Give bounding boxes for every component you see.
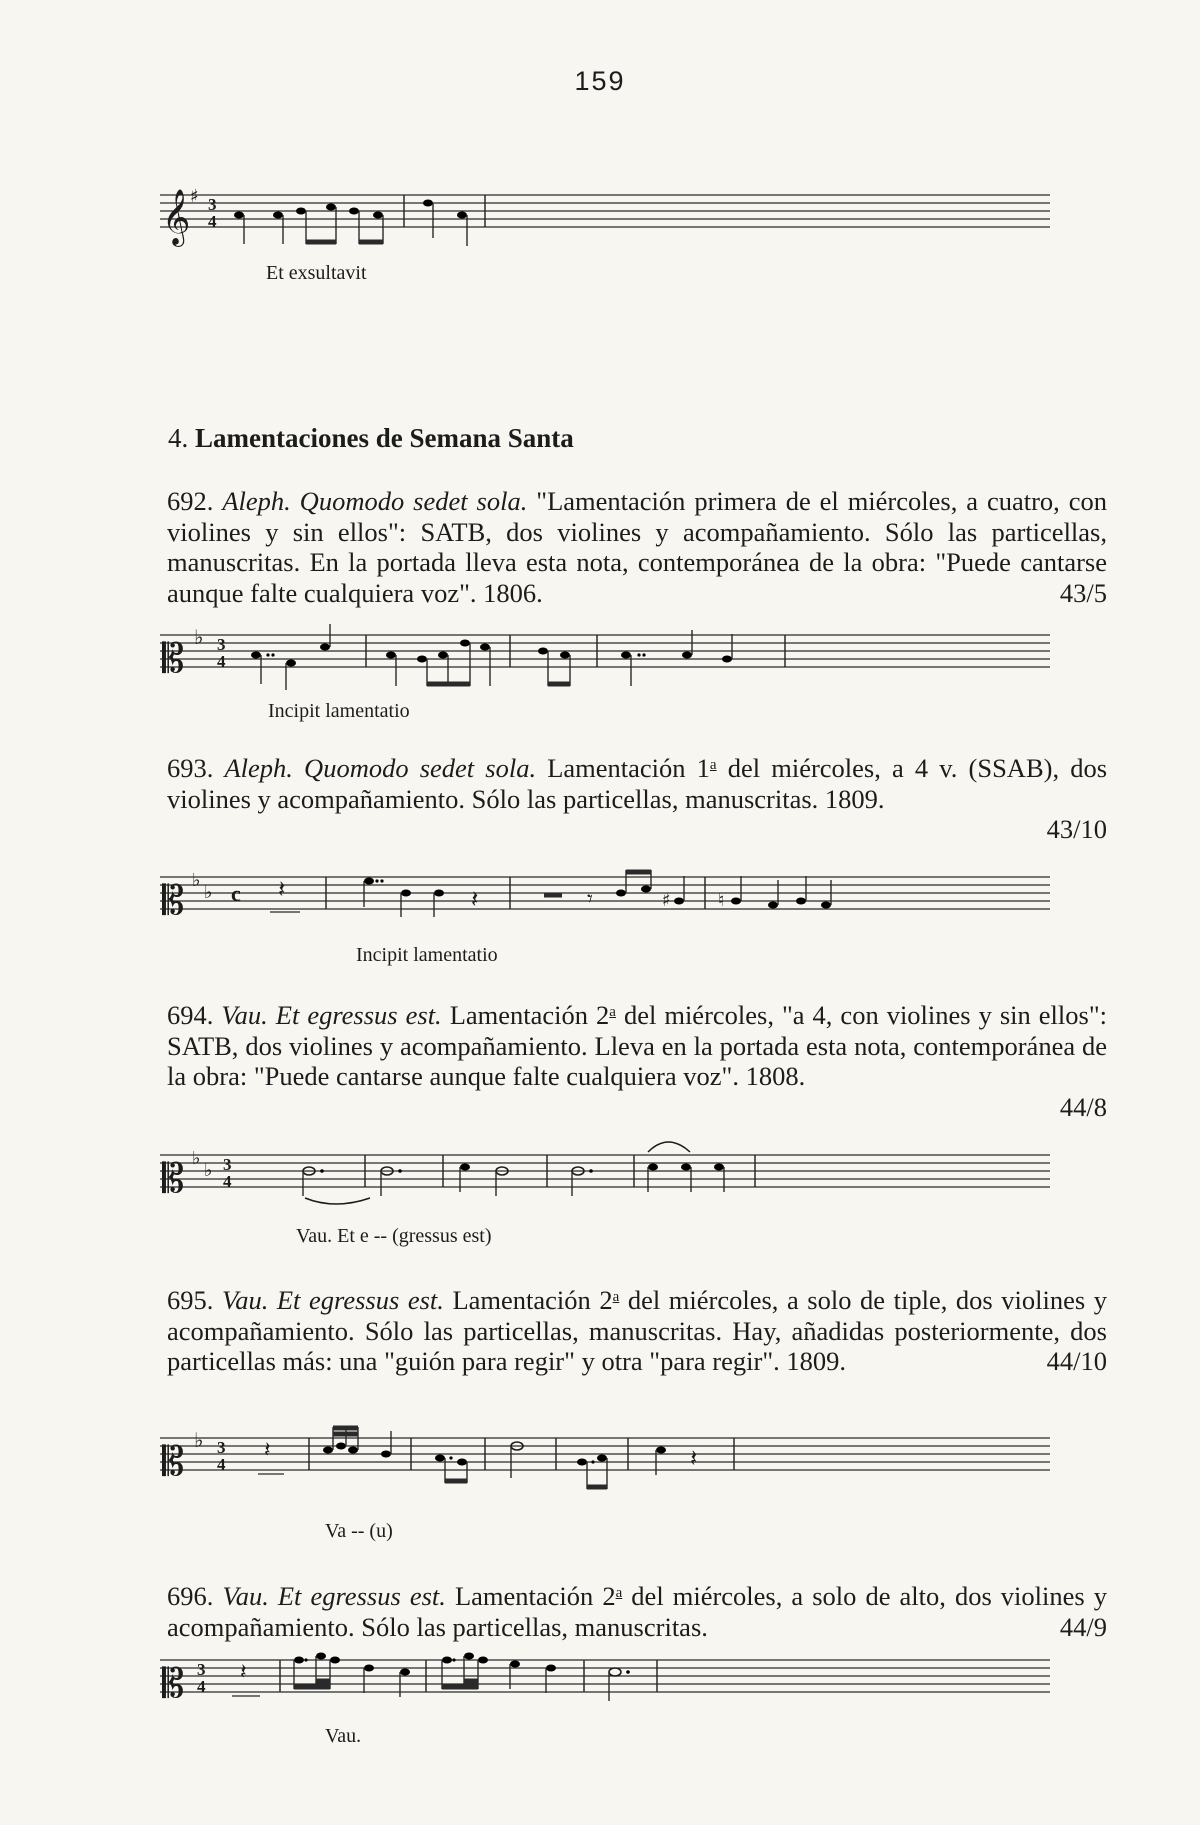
incipit-text: Et exsultavit [266, 262, 367, 284]
catalog-entry-696 [97, 1578, 1107, 1642]
sharp-icon: ♯ [662, 890, 671, 911]
entry-number: 694. [167, 1000, 214, 1030]
flat-icon: ♭ [192, 1148, 201, 1169]
entry-number: 692. [167, 486, 214, 516]
quarter-rest-icon: 𝄽 [240, 1660, 247, 1685]
incipit-text: Va -- (u) [325, 1520, 393, 1542]
alto-clef-icon: 𝄡 [162, 1156, 185, 1202]
time-signature-top: 3 [217, 1438, 226, 1457]
entry-superscript: a [615, 1585, 623, 1601]
staff-lines [160, 877, 1050, 909]
time-signature-bottom: 4 [223, 1172, 232, 1191]
entry-reference: 44/8 [1059, 1091, 1107, 1122]
entry-reference: 44/9 [1059, 1611, 1107, 1642]
entry-number: 695. [167, 1285, 214, 1315]
treble-clef-icon: 𝄞 [162, 189, 191, 245]
page-number: 159 [574, 66, 626, 96]
time-signature-top: 3 [208, 195, 217, 214]
alto-clef-icon: 𝄡 [162, 1439, 185, 1485]
staff-lines [160, 1155, 1050, 1187]
time-signature-bottom: 4 [217, 1455, 226, 1474]
flat-icon: ♭ [204, 882, 213, 903]
incipit-text: Vau. Et e -- (gressus est) [296, 1225, 492, 1247]
entry-body: "Lamentación primera de el miércoles, a cuatro, con violines y sin ellos": SATB, dos violines y acompañamiento. Sólo las particellas, manuscritas. En la portada lleva esta nota, contemporánea de la obra: "Puede cantarse aunque falte cualquiera voz". 1806. [167, 486, 1108, 608]
entry-body: Lamentación 2 [443, 1285, 613, 1315]
time-signature-bottom: 4 [197, 1677, 206, 1696]
entry-title: Vau. Et egressus est. [221, 1000, 442, 1030]
alto-clef-icon: 𝄡 [162, 1661, 185, 1707]
time-signature-top: 3 [223, 1155, 232, 1174]
notes [251, 624, 785, 690]
tie [305, 1198, 370, 1204]
natural-icon: ♮ [718, 890, 725, 911]
quarter-rest-icon: 𝄽 [690, 1444, 698, 1472]
entry-body-cont: del miércoles, a solo de tiple, dos violines y acompañamiento. Sólo las particellas, manuscritas. Hay, añadidas posteriormente, dos particellas más: una "guión para regir" y otra "para regir". 1809. [167, 1285, 1107, 1376]
music-staff-695 [160, 1423, 1060, 1513]
staff-lines [160, 1438, 1050, 1470]
alto-clef-icon: 𝄡 [162, 878, 185, 924]
catalog-entry-694 [97, 997, 1107, 1122]
music-staff-692 [160, 620, 1060, 700]
catalog-entry-693 [97, 750, 1107, 845]
entry-body-cont: del miércoles, a solo de alto, dos violines y acompañamiento. Sólo las particellas, manuscritas. [167, 1581, 1108, 1642]
entry-number: 696. [167, 1581, 214, 1611]
music-staff-696 [160, 1645, 1060, 1725]
music-staff-694 [160, 1140, 1060, 1220]
entry-title: Vau. Et egressus est. [221, 1285, 444, 1315]
quarter-rest-icon: 𝄽 [278, 875, 286, 903]
time-signature-top: 3 [197, 1660, 206, 1679]
flat-icon: ♭ [194, 1428, 204, 1452]
notes [258, 1427, 734, 1489]
entry-superscript: a [609, 1004, 616, 1020]
incipit-text: Vau. [325, 1725, 362, 1747]
catalog-entry-692 [97, 486, 1107, 608]
entry-superscript: a [612, 1289, 620, 1305]
entry-reference: 43/10 [1046, 814, 1107, 844]
entry-body: Lamentación 1 [536, 753, 710, 783]
time-signature-bottom: 4 [217, 652, 226, 671]
section-title [168, 423, 574, 454]
entry-body: Lamentación 2 [441, 1000, 610, 1030]
entry-body: Lamentación 2 [445, 1581, 616, 1611]
entry-title: Aleph. Quomodo sedet sola. [224, 753, 537, 783]
music-staff-et-exsultavit [160, 180, 1060, 260]
flat-icon: ♭ [204, 1160, 213, 1181]
quarter-rest-icon: 𝄽 [471, 885, 479, 913]
entry-body-cont: del miércoles, "a 4, con violines y sin ellos": SATB, dos violines y acompañamiento. Lleva en la portada esta nota, contemporánea de la obra: "Puede cantarse aunque falte cualquiera voz". 1808. [167, 1000, 1108, 1091]
staff-lines [160, 195, 1050, 227]
flat-icon: ♭ [194, 625, 204, 649]
entry-superscript: a [709, 757, 717, 773]
entry-title: Vau. Et egressus est. [222, 1581, 446, 1611]
section-title-text: Lamentaciones de Semana Santa [195, 423, 574, 453]
music-staff-693 [160, 862, 1060, 942]
eighth-rest-icon: 𝄾 [587, 887, 593, 912]
time-signature: c [231, 881, 241, 906]
entry-reference: 43/5 [1059, 577, 1107, 608]
catalog-entry-695 [97, 1282, 1107, 1377]
entry-body-cont: del miércoles, a 4 v. (SSAB), dos violines y acompañamiento. Sólo las particellas, manuscritas. 1809. [167, 753, 1108, 814]
entry-title: Aleph. Quomodo sedet sola. [222, 486, 528, 516]
entry-reference: 44/10 [1046, 1346, 1107, 1376]
time-signature-bottom: 4 [208, 212, 217, 231]
fermata-tie-icon [648, 1142, 690, 1152]
time-signature-top: 3 [217, 635, 226, 654]
alto-clef-icon: 𝄡 [162, 636, 185, 682]
incipit-text: Incipit lamentatio [356, 944, 498, 966]
entry-number: 693. [167, 753, 214, 783]
notes [303, 1142, 755, 1204]
flat-icon: ♭ [192, 870, 201, 891]
section-number: 4. [168, 423, 189, 453]
sharp-icon: ♯ [190, 186, 199, 207]
incipit-text: Incipit lamentatio [268, 700, 410, 722]
quarter-rest-icon: 𝄽 [264, 1438, 271, 1463]
